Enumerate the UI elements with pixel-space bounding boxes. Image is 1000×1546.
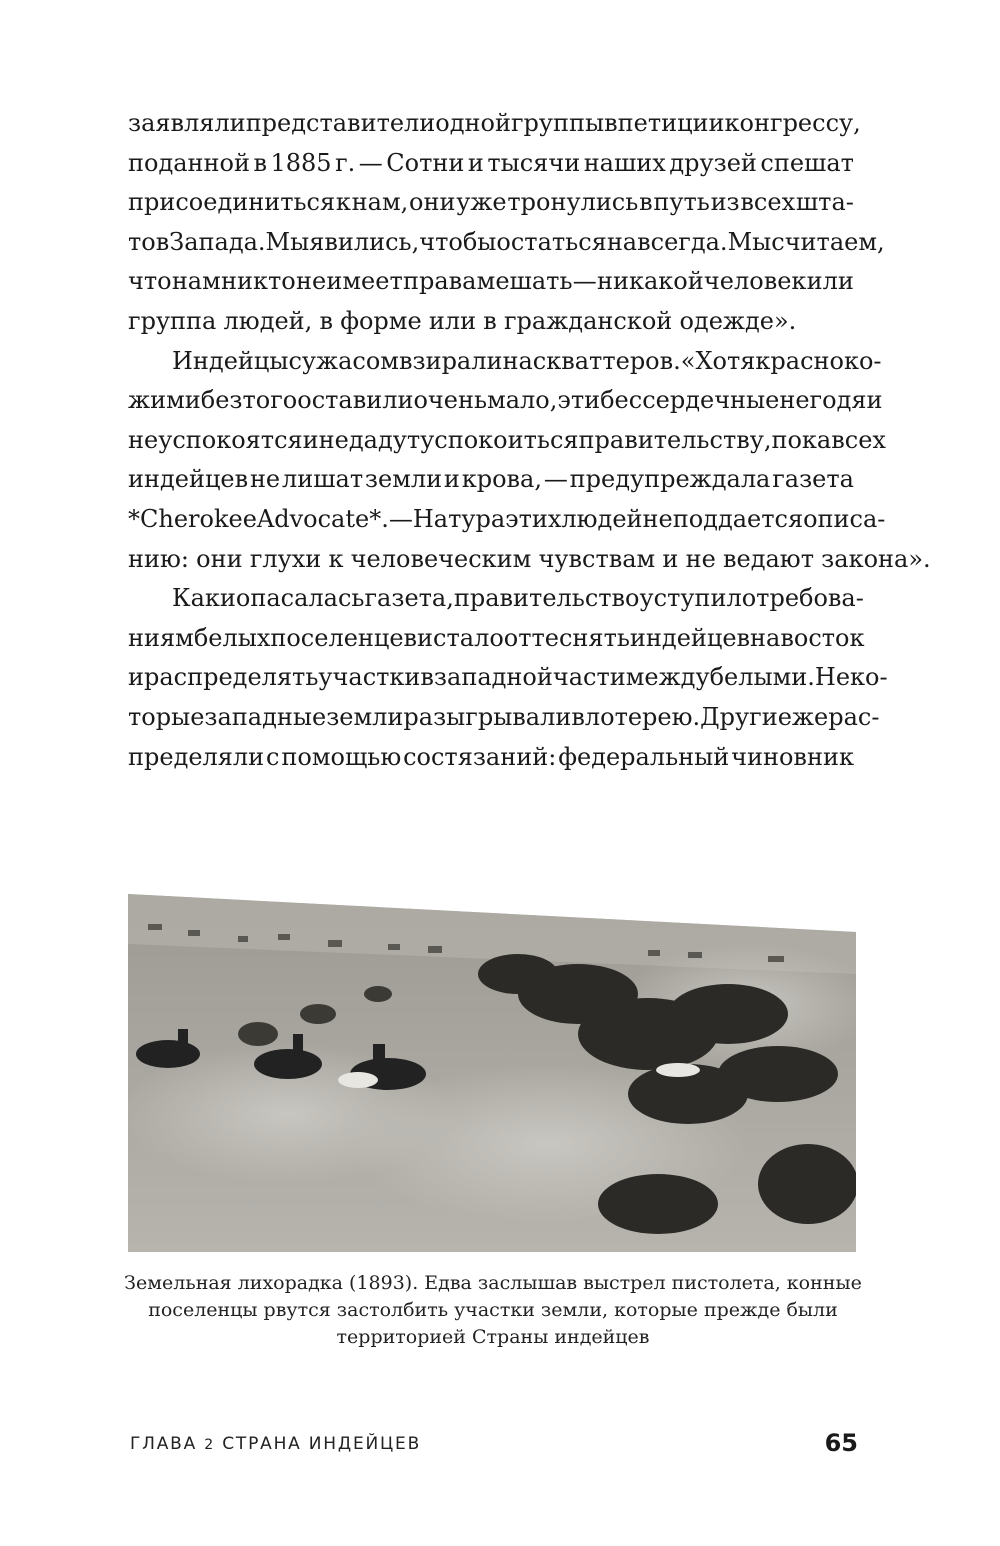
figure-caption	[118, 1270, 868, 1351]
caption-line: территорией Страны индейцев	[336, 1326, 650, 1348]
text-line: присоединиться к нам, они уже тронулись в путь из всех шта-	[128, 188, 854, 217]
text-line: нию: они глухи к человеческим чувствам и не ведают закона».	[128, 544, 931, 573]
chapter-title: СТРАНА ИНДЕЙЦЕВ	[222, 1434, 422, 1454]
caption-line: поселенцы рвутся застолбить участки земли, которые прежде были	[148, 1299, 838, 1321]
text-line: что нам никто не имеет права мешать — никакой человек или	[128, 267, 854, 296]
text-line: торые западные земли разыгрывали в лотерею. Другие же рас-	[128, 702, 880, 731]
text-line: *Cherokee Advocate*. — Натура этих людей не поддается описа-	[128, 504, 886, 533]
text-line: и распределять участки в западной части между белыми. Неко-	[128, 663, 888, 692]
text-line: индейцев не лишат земли и крова, — предупреждала газета	[128, 465, 854, 494]
running-footer	[130, 1434, 421, 1454]
chapter-number: 2	[204, 1437, 216, 1453]
chapter-word: ГЛАВА	[130, 1434, 198, 1454]
land-rush-photo	[128, 884, 856, 1252]
body-text	[128, 104, 931, 777]
caption-line: Земельная лихорадка (1893). Едва заслышав выстрел пистолета, конные	[124, 1272, 862, 1294]
text-line: поданной в 1885 г. — Сотни и тысячи наших друзей спешат	[128, 148, 854, 177]
page-number: 65	[824, 1429, 858, 1457]
text-line: Индейцы с ужасом взирали на скваттеров. «Хотя красноко-	[172, 346, 882, 375]
text-line: ниям белых поселенцев и стало оттеснять индейцев на восток	[128, 623, 865, 652]
text-line: группа людей, в форме или в гражданской одежде».	[128, 306, 797, 335]
text-line: жим и без того оставили очень мало, эти бессердечные негодяи	[128, 386, 883, 415]
text-line: не успокоятся и не дадут успокоиться правительству, пока всех	[128, 425, 886, 454]
text-line: пределяли с помощью состязаний: федеральный чиновник	[128, 742, 854, 771]
text-line: Как и опасалась газета, правительство уступило требова-	[172, 584, 864, 613]
text-line: заявляли представители одной группы в петиции конгрессу,	[128, 109, 861, 137]
text-line: тов Запада. Мы явились, чтобы остаться навсегда. Мы считаем,	[128, 227, 885, 256]
